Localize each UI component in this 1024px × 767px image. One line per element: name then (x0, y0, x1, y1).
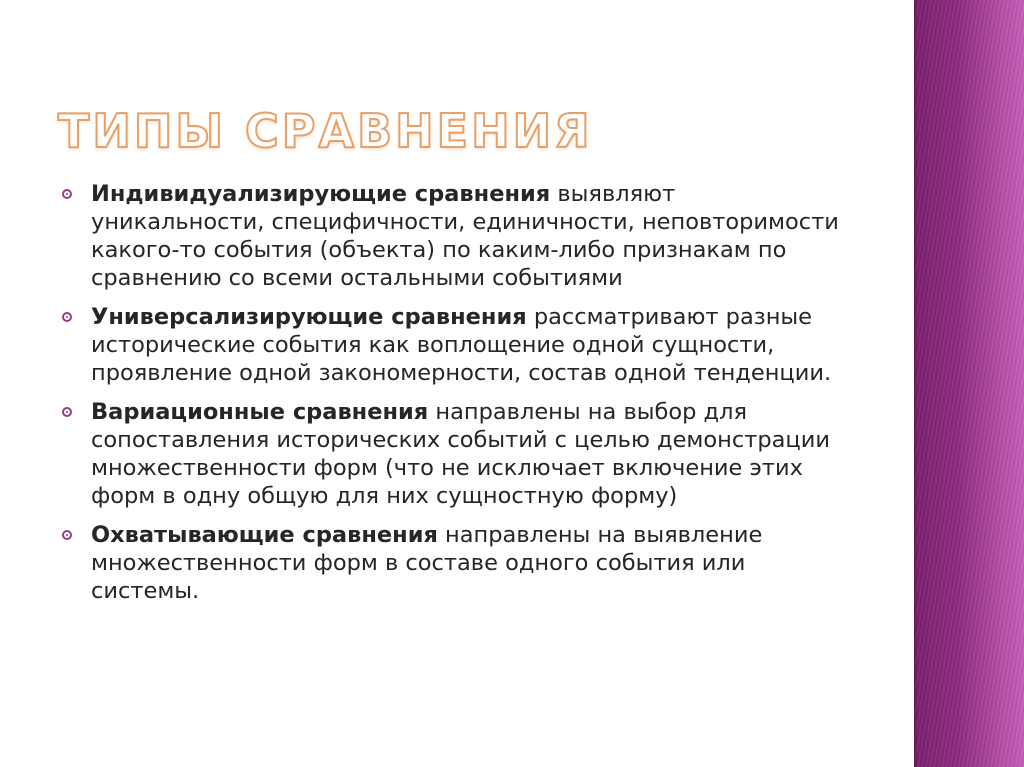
circled-dot-icon (62, 407, 72, 417)
bullet-term: Универсализирующие сравнения (91, 304, 527, 330)
bullet-item-universalizing (62, 303, 842, 387)
bullet-text: направлены на выявление множественности форм в составе одного события или системы. (91, 522, 763, 604)
bullet-list (62, 180, 842, 616)
bullet-item-encompassing (62, 521, 842, 605)
circled-dot-icon (62, 312, 72, 322)
circled-dot-icon (62, 530, 72, 540)
bullet-text: направлены на выбор для сопоставления исторических событий с целью демонстрации множественности форм (что не исключает включение этих форм в одну общую для них сущностную форму) (91, 399, 830, 509)
slide-title: ТИПЫ СРАВНЕНИЯ (58, 104, 593, 158)
bullet-item-variational (62, 398, 842, 510)
decorative-side-band (914, 0, 1024, 767)
bullet-term: Охватывающие сравнения (91, 522, 438, 548)
bullet-term: Индивидуализирующие сравнения (91, 181, 551, 207)
bullet-text: выявляют уникальности, специфичности, единичности, неповторимости какого-то события (объекта) по каким-либо признакам по сравнению со всеми остальными событиями (91, 181, 839, 291)
bullet-term: Вариационные сравнения (91, 399, 429, 425)
bullet-text: рассматривают разные исторические события как воплощение одной сущности, проявление одной закономерности, состав одной тенденции. (91, 304, 832, 386)
circled-dot-icon (62, 189, 72, 199)
side-band-texture (914, 0, 1024, 767)
bullet-item-individualizing (62, 180, 842, 292)
side-band-edge (914, 0, 918, 767)
